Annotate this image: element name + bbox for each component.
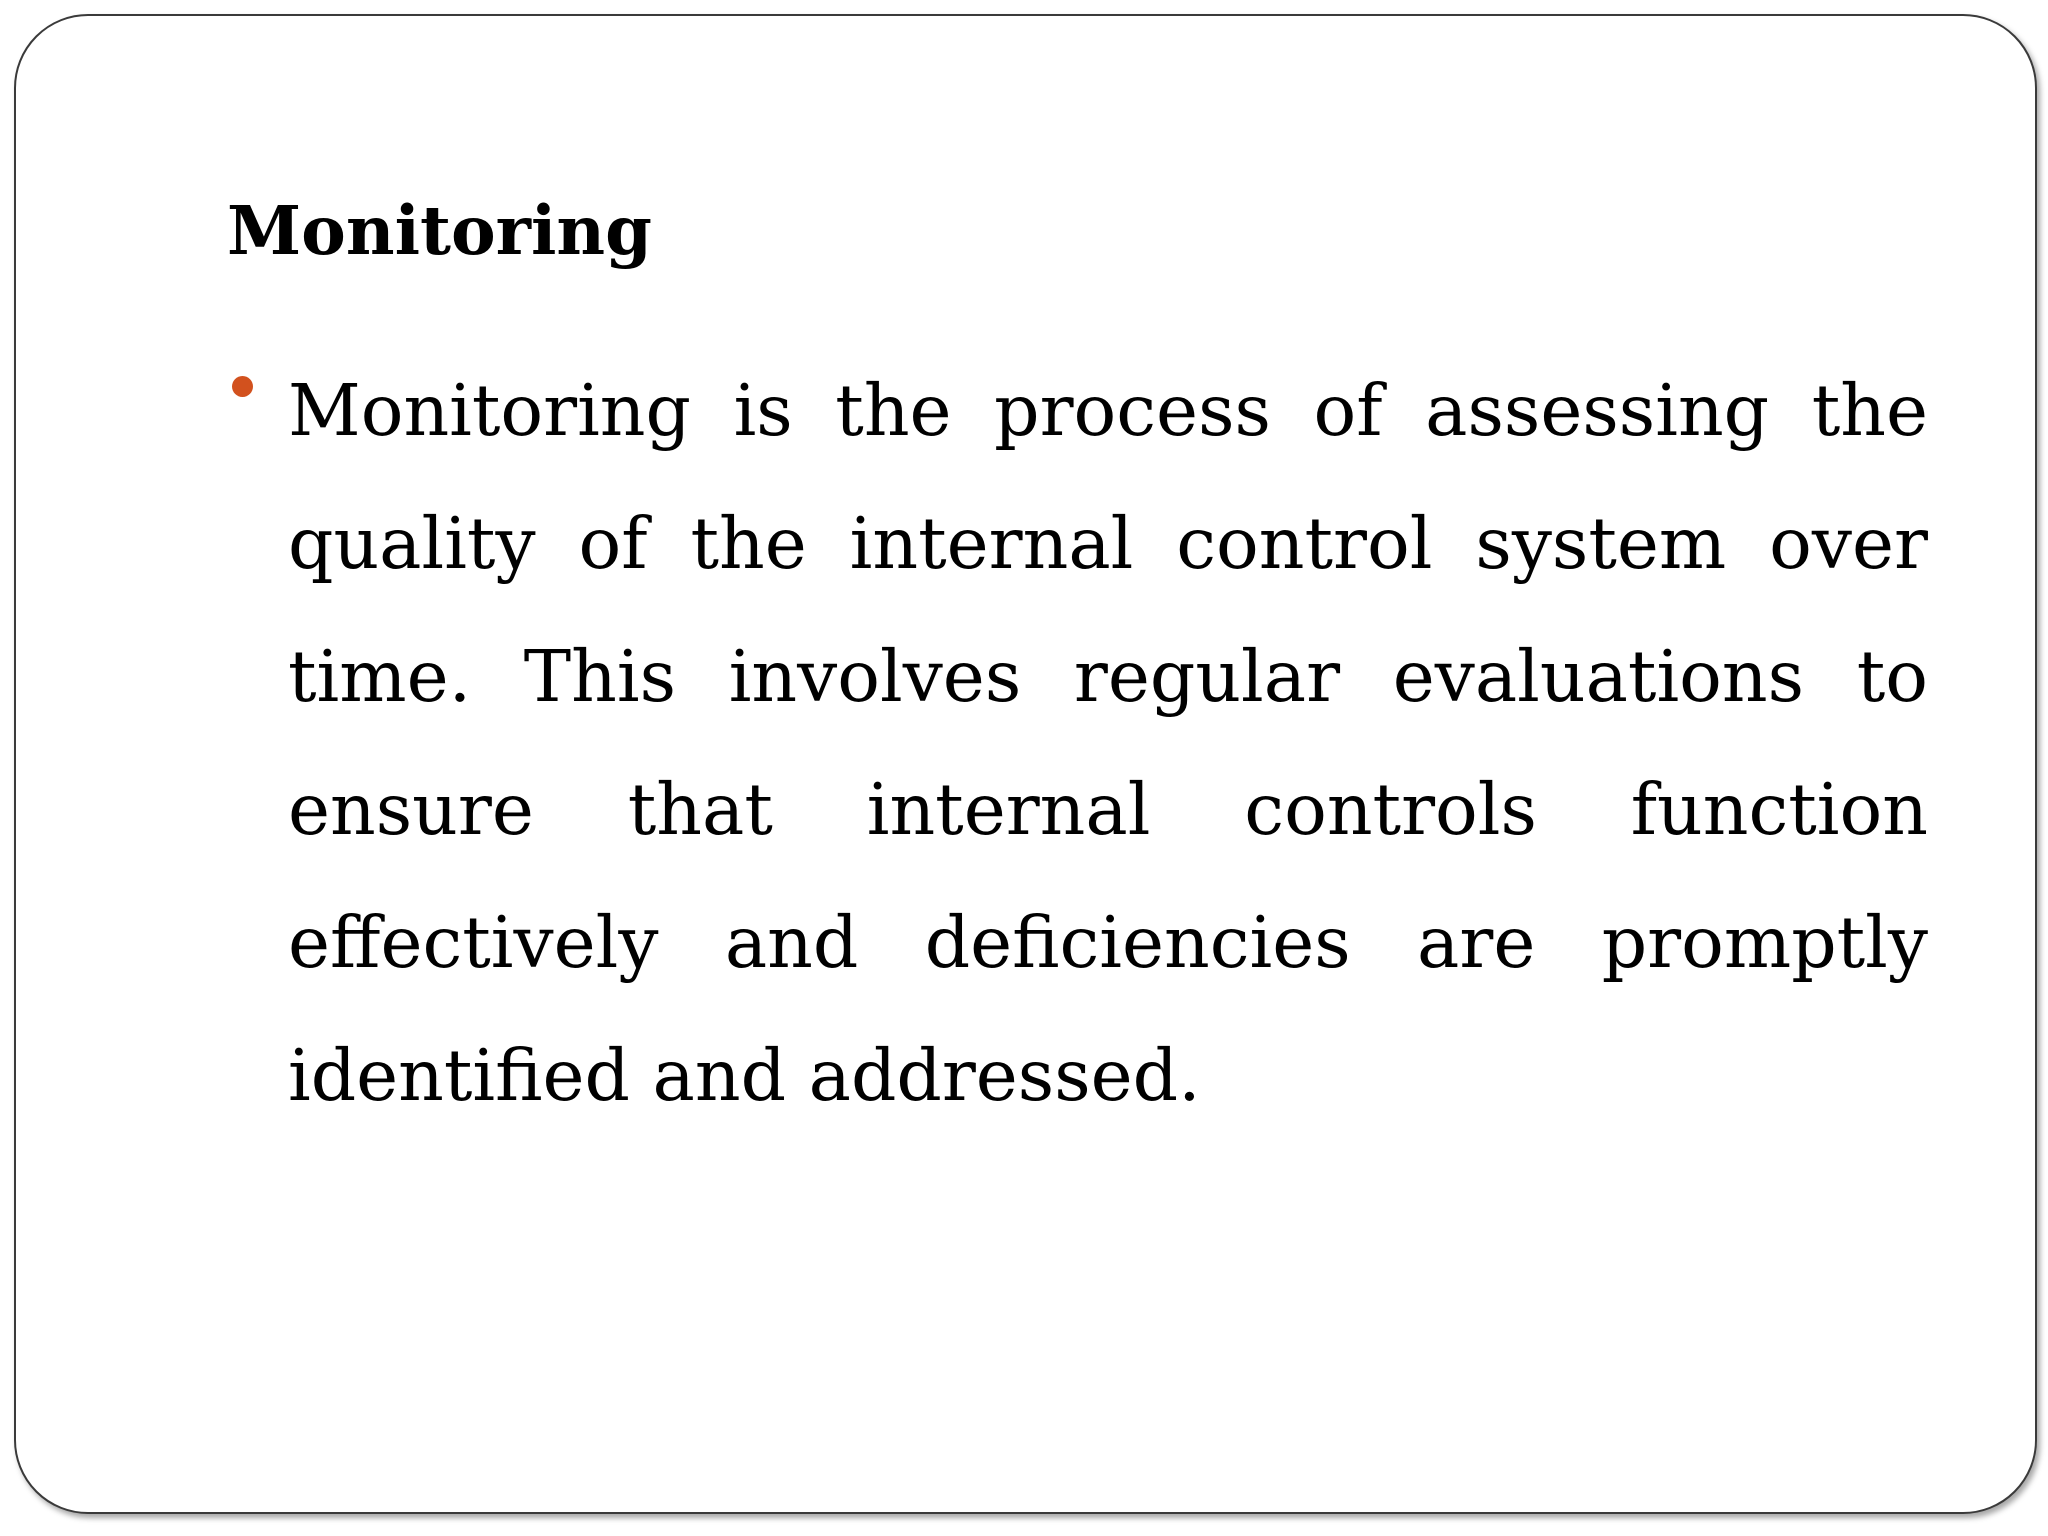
bullet-dot-icon bbox=[232, 376, 253, 397]
bullet-line: identified and addressed. bbox=[288, 1034, 1201, 1117]
bullet-line: ensure that internal controls function bbox=[288, 768, 1928, 851]
bullet-line: Monitoring is the process of assessing the bbox=[288, 369, 1928, 452]
bullet-line: time. This involves regular evaluations to bbox=[288, 635, 1928, 718]
bullet-paragraph bbox=[288, 344, 1928, 1142]
bullet-line: effectively and deficiencies are promptly bbox=[288, 901, 1928, 984]
bullet-line: quality of the internal control system over bbox=[288, 502, 1928, 585]
slide-heading: Monitoring bbox=[227, 191, 652, 270]
